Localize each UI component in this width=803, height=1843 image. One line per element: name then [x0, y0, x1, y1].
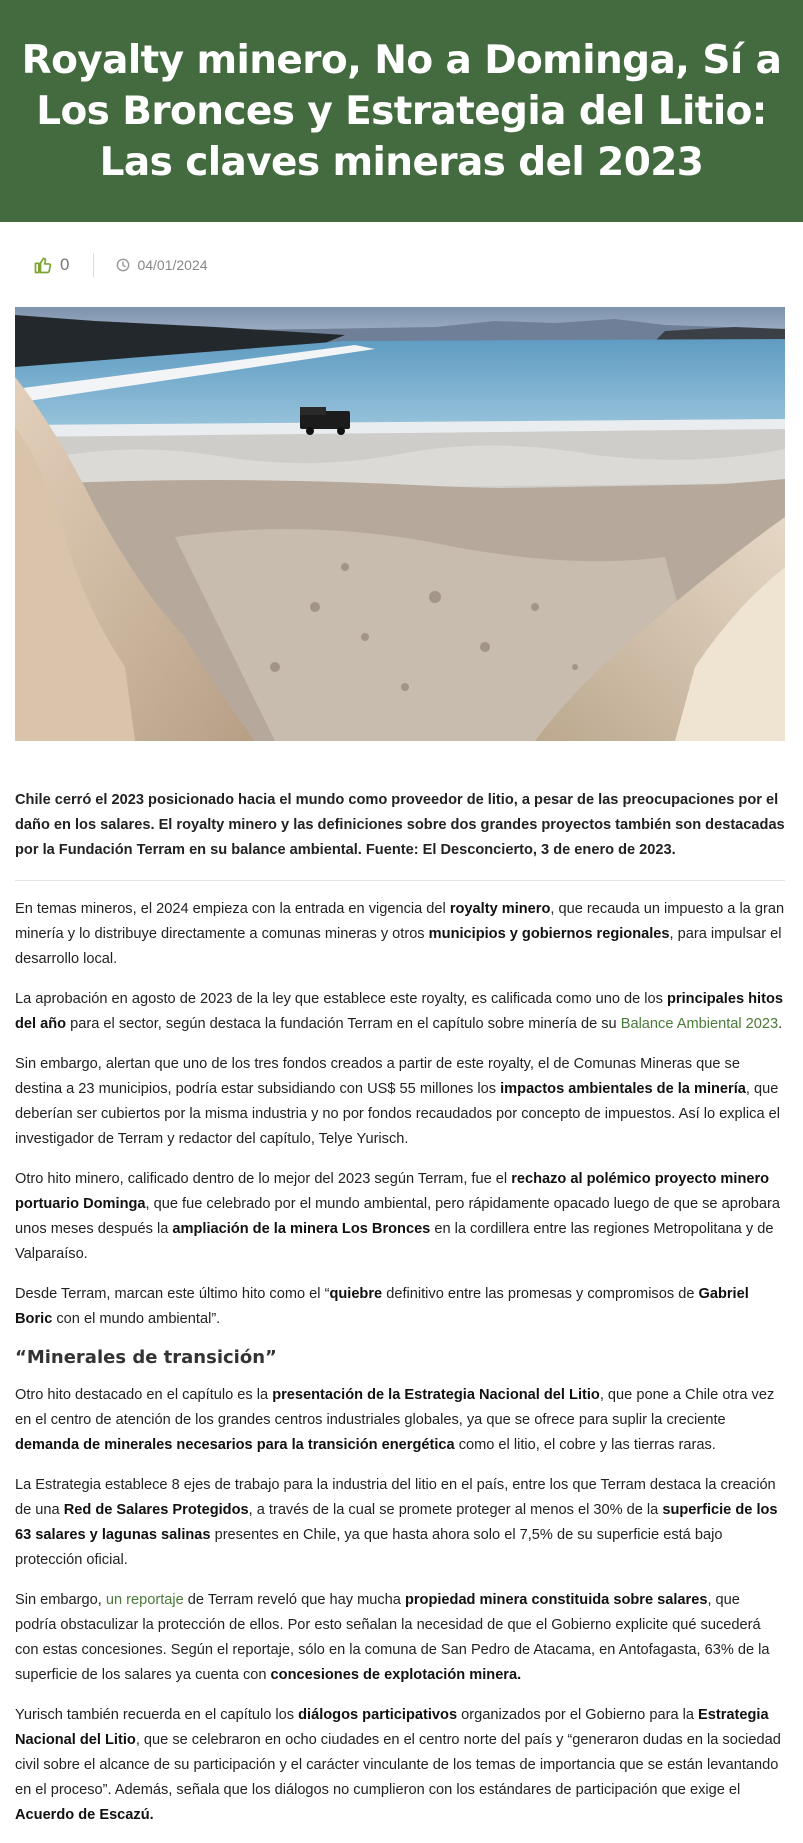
like-button[interactable] [33, 255, 69, 275]
paragraph [15, 1167, 785, 1267]
paragraph [15, 1383, 785, 1458]
publish-date [116, 257, 207, 273]
bold-text: rechazo al polémico proyecto minero portuario Dominga [15, 1171, 770, 1212]
text-run: , que podría obstaculizar la protección de ellos. Por esto señalan la necesidad de que el Gobierno explicite qué sucederá con estas concesiones. Según el reportaje, sólo en la comuna de San Pedro de Atacama, en Antofagasta, 63% de la superficie de los salares ya cuenta con [15, 1592, 770, 1683]
paragraph [15, 1052, 785, 1152]
meta-divider [93, 253, 94, 277]
text-run: para el sector, según destaca la fundación Terram en el capítulo sobre minería de su [66, 1016, 621, 1032]
bold-text: superficie de los 63 salares y lagunas salinas [15, 1502, 778, 1543]
paragraph [15, 1473, 785, 1573]
balance-ambiental-link[interactable]: Balance Ambiental 2023 [620, 1016, 779, 1032]
paragraph [15, 1703, 785, 1828]
text-run: de Terram reveló que hay mucha [183, 1592, 405, 1608]
text-run: Desde Terram, marcan este último hito como el “ [15, 1286, 330, 1302]
text-run: Sin embargo, alertan que uno de los tres fondos creados a partir de este royalty, el de Comunas Mineras que se destina a 23 municipios, podría estar subsidiando con US$ 55 millones los [15, 1056, 740, 1097]
text-run: . [778, 1016, 783, 1032]
title-banner [0, 0, 803, 222]
text-run: La aprobación en agosto de 2023 de la ley que establece este royalty, es calificada como uno de los [15, 991, 668, 1007]
reportaje-link[interactable]: un reportaje [105, 1592, 184, 1608]
text-run: organizados por el Gobierno para la [457, 1707, 699, 1723]
paragraph [15, 987, 785, 1037]
hero-image [15, 307, 785, 741]
date-text: 04/01/2024 [137, 257, 208, 273]
text-run: en la cordillera entre las regiones Metropolitana y de Valparaíso. [15, 1221, 774, 1262]
text-run: Otro hito destacado en el capítulo es la [15, 1387, 273, 1403]
bold-text: municipios y gobiernos regionales [428, 926, 670, 942]
text-run: como el litio, el cobre y las tierras raras. [454, 1437, 716, 1453]
divider [15, 880, 785, 881]
bold-text: royalty minero [449, 901, 551, 917]
bold-text: quiebre [329, 1286, 383, 1302]
text-run: , que fue celebrado por el mundo ambiental, pero rápidamente opacado luego de que se aprobara unos meses después la [15, 1196, 781, 1237]
paragraph [15, 897, 785, 972]
bold-text: propiedad minera constituida sobre salares [404, 1592, 708, 1608]
bold-text: ampliación de la minera Los Bronces [172, 1221, 431, 1237]
bold-text: Estrategia Nacional del Litio [15, 1707, 769, 1748]
bold-text: impactos ambientales de la minería [500, 1081, 746, 1097]
bold-text: Acuerdo de Escazú. [15, 1807, 154, 1823]
bold-text: Gabriel Boric [15, 1286, 749, 1327]
article-body [15, 788, 785, 1843]
thumbs-up-icon [33, 255, 53, 275]
text-run: , que se celebraron en ocho ciudades en el centro norte del país y “generaron dudas en la sociedad civil sobre el alcance de su participación y el carácter vinculante de los temas de importancia que se están levantando en el proceso”. Además, señala que los diálogos no cumplieron con los estándares de participación que exige el [15, 1732, 781, 1798]
text-run: definitivo entre las promesas y compromisos de [382, 1286, 699, 1302]
text-run: En temas mineros, el 2024 empieza con la entrada en vigencia del [15, 901, 450, 917]
text-run: La Estrategia establece 8 ejes de trabajo para la industria del litio en el país, entre los que Terram destaca la creación de una [15, 1477, 776, 1518]
clock-icon [116, 258, 130, 272]
lithium-salt-flat-photo [15, 307, 785, 741]
text-run: Sin embargo, [15, 1592, 106, 1608]
text-run: , a través de la cual se promete proteger al menos el 30% de la [248, 1502, 663, 1518]
text-run: Yurisch también recuerda en el capítulo los [15, 1707, 299, 1723]
text-run: con el mundo ambiental”. [52, 1311, 221, 1327]
bold-text: Red de Salares Protegidos [63, 1502, 249, 1518]
bold-text: principales hitos del año [15, 991, 783, 1032]
page-title: Royalty minero, No a Dominga, Sí a Los Bronces y Estrategia del Litio: Las claves mineras del 2023 [21, 37, 782, 185]
text-run: , para impulsar el desarrollo local. [15, 926, 782, 967]
paragraph [15, 1588, 785, 1688]
article-lead: Chile cerró el 2023 posicionado hacia el mundo como proveedor de litio, a pesar de las preocupaciones por el daño en los salares. El royalty minero y las definiciones sobre dos grandes proyectos también son destacadas por la Fundación Terram en su balance ambiental. Fuente: El Desconcierto, 3 de enero de 2023. [15, 792, 785, 858]
text-run: , que deberían ser cubiertos por la misma industria y no por fondos recaudados por concepto de impuestos. Así lo explica el investigador de Terram y redactor del capítulo, Telye Yurisch. [15, 1081, 780, 1147]
section-heading: “Minerales de transición” [15, 1347, 277, 1368]
bold-text: diálogos participativos [298, 1707, 458, 1723]
bold-text: presentación de la Estrategia Nacional del Litio [272, 1387, 600, 1403]
article-meta [33, 253, 208, 277]
bold-text: demanda de minerales necesarios para la transición energética [15, 1437, 455, 1453]
text-run: , que recauda un impuesto a la gran minería y lo distribuye directamente a comunas mineras y otros [15, 901, 785, 942]
like-count: 0 [60, 255, 70, 274]
text-run: Otro hito minero, calificado dentro de lo mejor del 2023 según Terram, fue el [15, 1171, 512, 1187]
text-run: , que pone a Chile otra vez en el centro de atención de los grandes centros industriales globales, ya que se ofrece para suplir la creciente [15, 1387, 775, 1428]
paragraph [15, 1282, 785, 1332]
text-run: presentes en Chile, ya que hasta ahora solo el 7,5% de su superficie está bajo protección oficial. [15, 1527, 723, 1568]
bold-text: concesiones de explotación minera. [270, 1667, 522, 1683]
